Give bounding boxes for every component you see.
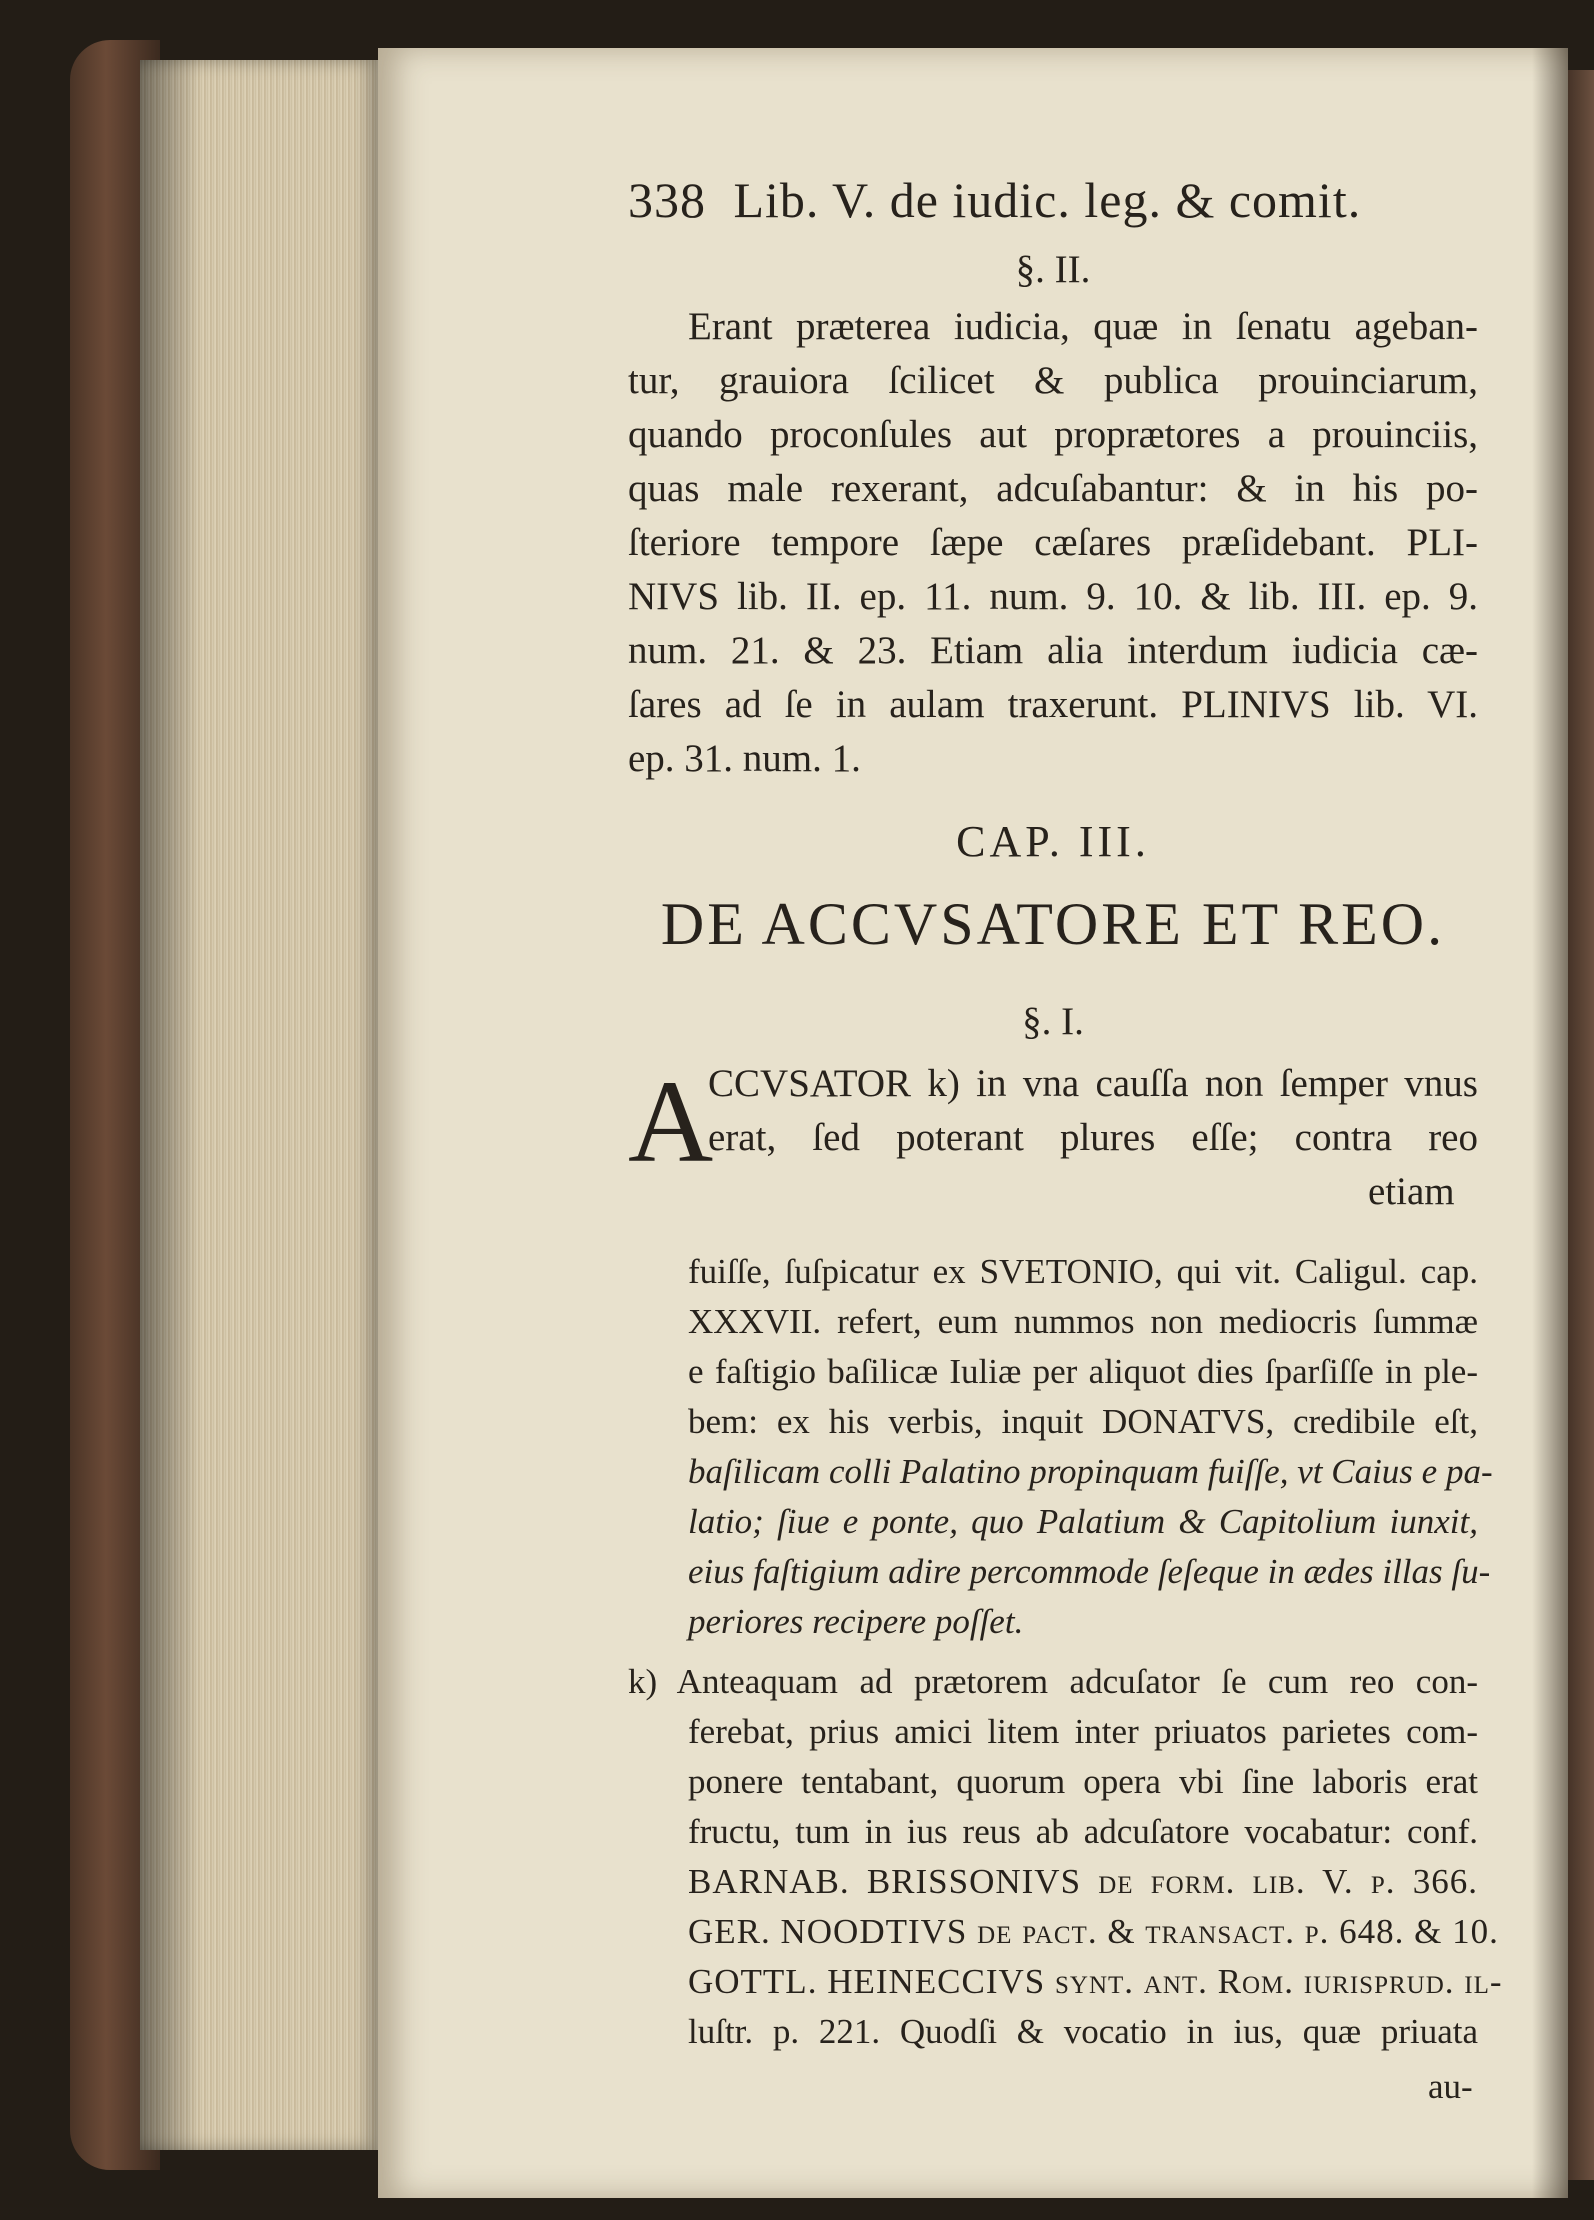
drop-cap: A <box>628 1056 714 1187</box>
text-line: tur, grauiora ſcilicet & publica prouinciarum, <box>628 359 1478 402</box>
footnote-line: periores recipere poſſet. <box>688 1602 1024 1641</box>
section-mark-1: §. I. <box>1022 1000 1084 1043</box>
text-line: ſares ad ſe in aulam traxerunt. PLINIVS lib. VI. <box>628 683 1478 726</box>
catchword: au- <box>1428 2067 1473 2106</box>
footnote-line: k) Anteaquam ad prætorem adcuſator ſe cum reo con- <box>628 1662 1478 1701</box>
footnote-line: fructu, tum in ius reus ab adcuſatore vocabatur: conf. <box>688 1812 1478 1851</box>
edges-shadow <box>140 60 200 2150</box>
chapter-label: CAP. III. <box>956 817 1150 866</box>
footnote-line: latio; ſiue e ponte, quo Palatium & Capitolium iunxit, <box>688 1502 1478 1541</box>
footnote-line: GOTTL. HEINECCIVS ſynt. ant. Rom. iurisprud. il- <box>688 1962 1503 2001</box>
chapter-title: DE ACCVSATORE ET REO. <box>660 891 1446 957</box>
text-line: Erant præterea iudicia, quæ in ſenatu ageban- <box>688 305 1478 348</box>
text-line: erat, ſed poterant plures eſſe; contra reo <box>708 1116 1478 1159</box>
text-line: quas male rexerant, adcuſabantur: & in his po- <box>628 467 1478 510</box>
footnote-line: BARNAB. BRISSONIVS de form. lib. V. p. 366. <box>688 1862 1478 1901</box>
footnote-line: GER. NOODTIVS de pact. & transact. p. 648. & 10. <box>688 1912 1499 1951</box>
section-mark-2: §. II. <box>1015 248 1091 291</box>
footnote-line: ponere tentabant, quorum opera vbi ſine laboris erat <box>688 1762 1478 1801</box>
page-number: 338 <box>628 172 706 228</box>
text-line: num. 21. & 23. Etiam alia interdum iudicia cæ- <box>628 629 1478 672</box>
footnote-line: eius faſtigium adire percommode ſeſeque in ædes illas ſu- <box>688 1552 1491 1591</box>
text-line: ep. 31. num. 1. <box>628 737 861 780</box>
footnote-line: bem: ex his verbis, inquit DONATVS, credibile eſt, <box>688 1402 1478 1441</box>
footnote-line: ferebat, prius amici litem inter priuatos parietes com- <box>688 1712 1478 1751</box>
footnote-line: baſilicam colli Palatino propinquam fuiſſe, vt Caius e pa- <box>688 1452 1493 1491</box>
footnote-line: luſtr. p. 221. Quodſi & vocatio in ius, quæ priuata <box>688 2012 1478 2051</box>
footnote-line: fuiſſe, ſuſpicatur ex SVETONIO, qui vit. Caligul. cap. <box>688 1252 1478 1291</box>
text-line: CCVSATOR k) in vna cauſſa non ſemper vnus <box>708 1062 1478 1105</box>
page-gutter <box>1532 48 1568 2198</box>
running-title: Lib. V. de iudic. leg. & comit. <box>733 172 1362 228</box>
footnote-line: XXXVII. refert, eum nummos non mediocris ſummæ <box>688 1302 1478 1341</box>
running-header <box>628 172 1362 228</box>
text-line: NIVS lib. II. ep. 11. num. 9. 10. & lib. III. ep. 9. <box>628 575 1478 618</box>
footnote-line: e faſtigio baſilicæ Iuliæ per aliquot dies ſparſiſſe in ple- <box>688 1352 1478 1391</box>
book-page <box>378 48 1568 2198</box>
text-line: quando proconſules aut proprætores a prouinciis, <box>628 413 1478 456</box>
text-line: ſteriore tempore ſæpe cæſares præſidebant. PLI- <box>628 521 1478 564</box>
text-line: etiam <box>1368 1170 1455 1213</box>
